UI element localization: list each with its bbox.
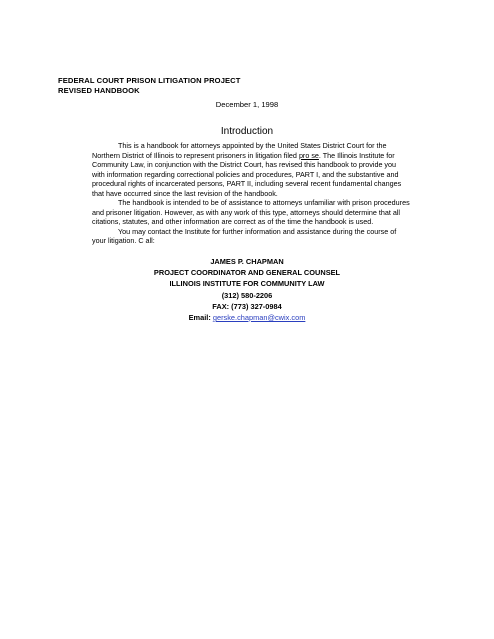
pro-se-term: pro se xyxy=(298,150,319,160)
email-label: Email: xyxy=(188,313,213,323)
introduction-body xyxy=(92,141,410,246)
contact-position: PROJECT COORDINATOR AND GENERAL COUNSEL xyxy=(153,268,341,278)
header-subtitle: REVISED HANDBOOK xyxy=(58,86,140,95)
paragraph-3: You may contact the Institute for further information and assistance during the course of your litigation. C all: xyxy=(92,226,397,245)
contact-block xyxy=(0,256,494,323)
paragraph-1-text-a: This is a handbook for attorneys appointed by the United States District Court for the Northern District of Illinois to represent prisoners in litigation filed xyxy=(92,141,387,160)
document-header xyxy=(58,76,241,96)
document-date: December 1, 1998 xyxy=(215,100,279,109)
section-title: Introduction xyxy=(220,126,274,137)
paragraph-2: The handbook is intended to be of assistance to attorneys unfamiliar with prison procedures and prisoner litigation. However, as with any work of this type, attorneys should determine that all citations, statutes, and other information are correct as of the time the handbook is used. xyxy=(92,198,410,226)
contact-email-line xyxy=(0,312,494,323)
header-project-name: FEDERAL COURT PRISON LITIGATION PROJECT xyxy=(58,76,241,85)
paragraph-1 xyxy=(92,141,410,198)
paragraph-1-text-b: . The Illinois Institute for Community Law, in conjunction with the District Court, has revised this handbook to provide you with information regarding correctional policies and procedures, PART I, and the substantive and procedural rights of incarcerated persons, PART II, including several recent fundamental changes that have occurred since the last revision of the handbook. xyxy=(92,150,402,198)
email-link[interactable]: gerske.chapman@cwix.com xyxy=(212,313,306,323)
contact-fax: FAX: (773) 327-0984 xyxy=(212,301,282,311)
contact-phone: (312) 580-2206 xyxy=(221,290,273,300)
contact-organization: ILLINOIS INSTITUTE FOR COMMUNITY LAW xyxy=(169,279,325,289)
contact-name: JAMES P. CHAPMAN xyxy=(210,257,284,266)
